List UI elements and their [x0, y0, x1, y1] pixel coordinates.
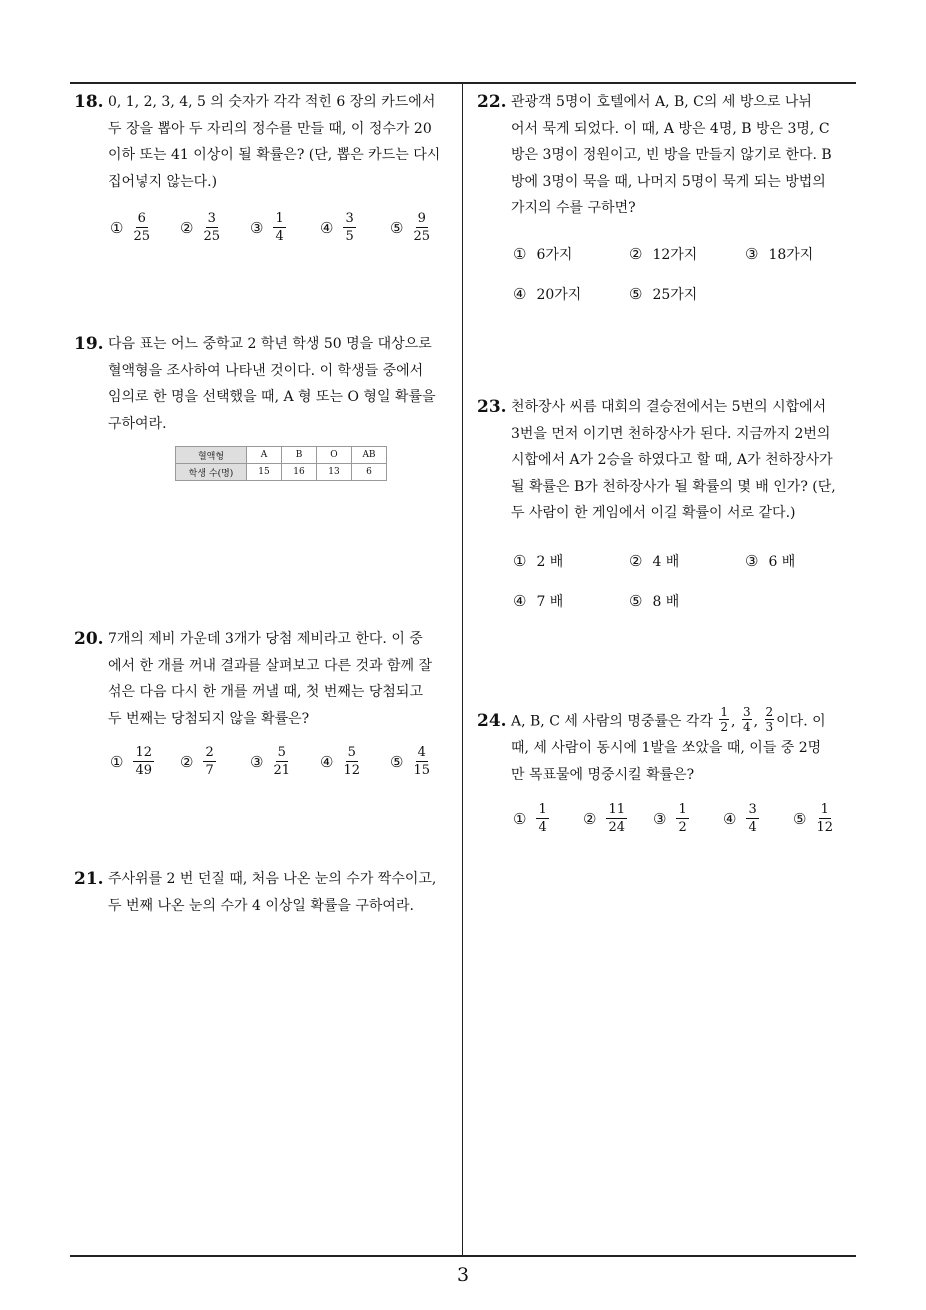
choice-mark: ②	[180, 218, 194, 237]
table-cell: 16	[282, 464, 317, 481]
text-line: 혈액형을 조사하여 나타낸 것이다. 이 학생들 중에서	[108, 362, 424, 379]
text-line: 섞은 다음 다시 한 개를 꺼낼 때, 첫 번째는 당첨되고	[108, 684, 423, 700]
choice-2[interactable]	[629, 551, 679, 571]
table-cell: 6	[352, 464, 387, 481]
text-line: 두 번째는 당첨되지 않을 확률은?	[108, 710, 310, 727]
problem-22	[477, 89, 832, 222]
text-line: 0, 1, 2, 3, 4, 5 의 숫자가 각각 적힌 6 장의 카드에서	[108, 94, 436, 110]
choice-mark: ①	[110, 218, 124, 237]
text-line: 두 번째 나온 눈의 수가 4 이상일 확률을 구하여라.	[108, 897, 414, 914]
text-fragment: A, B, C 세 사람의 명중률은 각각	[511, 713, 713, 730]
fraction: $\frac{1}{2}$	[678, 802, 687, 835]
table-cell: AB	[352, 447, 387, 464]
choice-mark: ④	[513, 285, 527, 303]
problem-19	[74, 331, 436, 437]
choice-mark: ①	[513, 552, 527, 570]
choice-1[interactable]	[110, 212, 150, 243]
choice-mark: ③	[250, 752, 264, 771]
choice-4[interactable]	[723, 803, 759, 834]
problem-number: 21.	[74, 869, 104, 889]
table-cell: A	[247, 447, 282, 464]
problem-number: 20.	[74, 629, 104, 649]
table-cell: 13	[317, 464, 352, 481]
choice-3[interactable]	[250, 212, 286, 243]
choice-5[interactable]	[390, 746, 430, 777]
choice-text: 25가지	[652, 287, 698, 303]
fraction: $\frac{2}{7}$	[205, 745, 214, 778]
problem-18	[74, 89, 440, 195]
fraction: $\frac{3}{25}$	[203, 211, 220, 244]
problem-number: 22.	[477, 92, 507, 112]
choice-text: 12가지	[652, 247, 698, 263]
choice-2[interactable]	[583, 803, 627, 834]
choice-mark: ①	[513, 809, 527, 828]
text-line: 두 사람이 한 게임에서 이길 확률이 서로 같다.)	[511, 505, 796, 521]
choice-mark: ④	[723, 809, 737, 828]
text-line: 가지의 수를 구하면?	[511, 200, 636, 216]
table-cell: O	[317, 447, 352, 464]
choice-mark: ②	[629, 245, 643, 263]
table-row	[176, 447, 387, 464]
choice-mark: ③	[745, 552, 759, 570]
table-row	[176, 464, 387, 481]
choice-mark: ①	[513, 245, 527, 263]
fraction: $\frac{11}{24}$	[608, 802, 625, 835]
choice-mark: ①	[110, 752, 124, 771]
fraction: $\frac{2}{3}$	[765, 705, 774, 734]
bottom-rule	[70, 1255, 856, 1257]
problem-21	[74, 866, 436, 919]
problem-text	[108, 331, 436, 437]
choice-mark: ④	[513, 592, 527, 610]
table-header-cell: 혈액형	[176, 447, 247, 464]
fraction: $\frac{4}{15}$	[413, 745, 430, 778]
text-line: 어서 묵게 되었다. 이 때, A 방은 4명, B 방은 3명, C	[511, 120, 830, 137]
choice-3[interactable]	[745, 551, 795, 571]
text-line: 두 장을 뽑아 두 자리의 정수를 만들 때, 이 정수가 20	[108, 120, 432, 137]
problem-number: 18.	[74, 92, 104, 112]
choice-3[interactable]	[745, 244, 813, 264]
choice-4[interactable]	[513, 284, 581, 304]
fraction: $\frac{9}{25}$	[413, 211, 430, 244]
problem-text	[108, 89, 440, 195]
text-line: 7개의 제비 가운데 3개가 당첨 제비라고 한다. 이 중	[108, 631, 423, 647]
choice-mark: ⑤	[793, 809, 807, 828]
choice-5[interactable]	[793, 803, 833, 834]
page-number: 3	[456, 1264, 470, 1286]
problem-number: 24.	[477, 711, 507, 731]
table-cell: B	[282, 447, 317, 464]
choice-mark: ④	[320, 752, 334, 771]
fraction: $\frac{1}{2}$	[720, 705, 729, 734]
choice-5[interactable]	[390, 212, 430, 243]
fraction: $\frac{3}{4}$	[748, 802, 757, 835]
choice-mark: ③	[250, 218, 264, 237]
text-line: 방에 3명이 묵을 때, 나머지 5명이 묵게 되는 방법의	[511, 173, 826, 190]
text-line: 다음 표는 어느 중학교 2 학년 학생 50 명을 대상으로	[108, 336, 432, 352]
choice-text: 6 배	[768, 554, 796, 570]
problem-23	[477, 394, 836, 527]
text-fragment: 이다. 이	[776, 713, 826, 730]
blood-type-table	[175, 446, 387, 481]
problem-text	[511, 89, 832, 222]
fraction: $\frac{5}{21}$	[273, 745, 290, 778]
text-line: 집어넣지 않는다.)	[108, 173, 218, 190]
choice-3[interactable]	[250, 746, 290, 777]
fraction: $\frac{5}{12}$	[343, 745, 360, 778]
choice-text: 6가지	[536, 247, 573, 263]
choice-text: 2 배	[536, 554, 564, 570]
text-line: 에서 한 개를 꺼내 결과를 살펴보고 다른 것과 함께 잘	[108, 657, 433, 674]
choice-mark: ③	[745, 245, 759, 263]
choice-4[interactable]	[320, 746, 360, 777]
top-rule	[70, 82, 856, 84]
choice-mark: ②	[629, 552, 643, 570]
fraction: $\frac{12}{49}$	[135, 745, 152, 778]
fraction: $\frac{1}{12}$	[816, 802, 833, 835]
fraction: $\frac{6}{25}$	[133, 211, 150, 244]
choice-5[interactable]	[629, 284, 697, 304]
choice-1[interactable]	[513, 551, 563, 571]
table-cell: 15	[247, 464, 282, 481]
problem-20	[74, 626, 432, 732]
choice-mark: ③	[653, 809, 667, 828]
problem-text	[511, 394, 836, 527]
text-line: 주사위를 2 번 던질 때, 처음 나온 눈의 수가 짝수이고,	[108, 871, 437, 887]
text-line: 때, 세 사람이 동시에 1발을 쏘았을 때, 이들 중 2명	[511, 740, 822, 756]
text-line: 방은 3명이 정원이고, 빈 방을 만들지 않기로 한다. B	[511, 147, 832, 163]
choice-4[interactable]	[513, 591, 563, 611]
fraction: $\frac{3}{4}$	[742, 705, 751, 734]
choice-2[interactable]	[180, 212, 220, 243]
text-line: A, B, C 세 사람의 명중률은 각각 $\frac{1}{2}$ , $\frac{3}{4}$ , $\frac{2}{3}$ 이다. 이	[511, 705, 826, 734]
choice-text: 4 배	[652, 554, 680, 570]
choice-1[interactable]	[513, 803, 549, 834]
text-line: 만 목표물에 명중시킬 확률은?	[511, 766, 695, 783]
choice-1[interactable]	[513, 244, 572, 264]
choice-mark: ⑤	[629, 592, 643, 610]
text-line: 구하여라.	[108, 415, 167, 432]
text-line: 3번을 먼저 이기면 천하장사가 된다. 지금까지 2번의	[511, 425, 831, 442]
choice-mark: ⑤	[390, 752, 404, 771]
choice-text: 8 배	[652, 594, 680, 610]
choice-4[interactable]	[320, 212, 356, 243]
text-line: 될 확률은 B가 천하장사가 될 확률의 몇 배 인가? (단,	[511, 478, 836, 495]
choice-text: 18가지	[768, 247, 814, 263]
text-line: 시합에서 A가 2승을 하였다고 할 때, A가 천하장사가	[511, 452, 833, 468]
problem-text	[108, 626, 432, 732]
choice-2[interactable]	[629, 244, 697, 264]
text-line: 이하 또는 41 이상이 될 확률은? (단, 뽑은 카드는 다시	[108, 147, 441, 163]
problem-number: 19.	[74, 334, 104, 354]
choice-2[interactable]	[180, 746, 216, 777]
choice-mark: ⑤	[390, 218, 404, 237]
choice-5[interactable]	[629, 591, 679, 611]
text-line: 천하장사 씨름 대회의 결승전에서는 5번의 시합에서	[511, 399, 827, 415]
problem-24	[477, 705, 826, 788]
text-line: 임의로 한 명을 선택했을 때, A 형 또는 O 형일 확률을	[108, 389, 436, 405]
problem-number: 23.	[477, 397, 507, 417]
choice-mark: ④	[320, 218, 334, 237]
choice-mark: ⑤	[629, 285, 643, 303]
column-divider	[462, 83, 463, 1256]
text-line: 관광객 5명이 호텔에서 A, B, C의 세 방으로 나뉘	[511, 94, 812, 110]
fraction: $\frac{1}{4}$	[538, 802, 547, 835]
table-header-cell: 학생 수(명)	[176, 464, 247, 481]
fraction: $\frac{3}{5}$	[345, 211, 354, 244]
fraction: $\frac{1}{4}$	[275, 211, 284, 244]
problem-text	[108, 866, 436, 919]
choice-1[interactable]	[110, 746, 154, 777]
choice-3[interactable]	[653, 803, 689, 834]
choice-mark: ②	[180, 752, 194, 771]
choice-text: 7 배	[536, 594, 564, 610]
choice-mark: ②	[583, 809, 597, 828]
choice-text: 20가지	[536, 287, 582, 303]
problem-text	[511, 705, 826, 788]
